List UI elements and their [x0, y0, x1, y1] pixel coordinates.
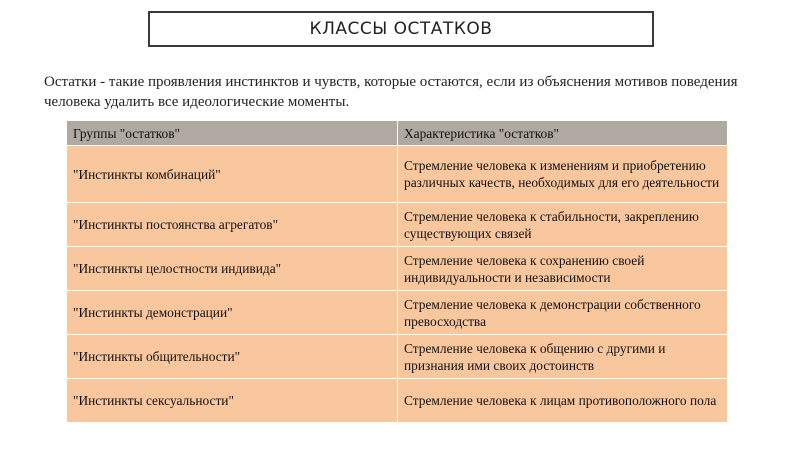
- group-cell: "Инстинкты постоянства агрегатов": [67, 203, 398, 247]
- group-cell: "Инстинкты целостности индивида": [67, 247, 398, 291]
- characteristic-cell: Стремление человека к общению с другими и признания ими своих достоинств: [398, 335, 728, 379]
- characteristic-cell: Стремление человека к изменениям и приобретению различных качеств, необходимых для его деятельности: [398, 146, 728, 203]
- header-characteristic: Характеристика "остатков": [398, 121, 728, 146]
- table-row: [67, 203, 728, 247]
- table-row: [67, 335, 728, 379]
- table-row: [67, 146, 728, 203]
- characteristic-cell: Стремление человека к сохранению своей индивидуальности и независимости: [398, 247, 728, 291]
- group-cell: "Инстинкты общительности": [67, 335, 398, 379]
- slide-title: КЛАССЫ ОСТАТКОВ: [309, 19, 493, 39]
- characteristic-cell: Стремление человека к стабильности, закреплению существующих связей: [398, 203, 728, 247]
- group-cell: "Инстинкты сексуальности": [67, 379, 398, 423]
- table-row: [67, 379, 728, 423]
- characteristic-cell: Стремление человека к лицам противоположного пола: [398, 379, 728, 423]
- table-header-row: [67, 121, 728, 146]
- title-box: [148, 11, 654, 47]
- characteristic-cell: Стремление человека к демонстрации собственного превосходства: [398, 291, 728, 335]
- group-cell: "Инстинкты демонстрации": [67, 291, 398, 335]
- residues-table: [66, 120, 728, 423]
- table-row: [67, 291, 728, 335]
- intro-text: Остатки - такие проявления инстинктов и чувств, которые остаются, если из объяснения мотивов поведения человека удалить все идеологические моменты.: [44, 74, 738, 110]
- group-cell: "Инстинкты комбинаций": [67, 146, 398, 203]
- table-row: [67, 247, 728, 291]
- header-groups: Группы "остатков": [67, 121, 398, 146]
